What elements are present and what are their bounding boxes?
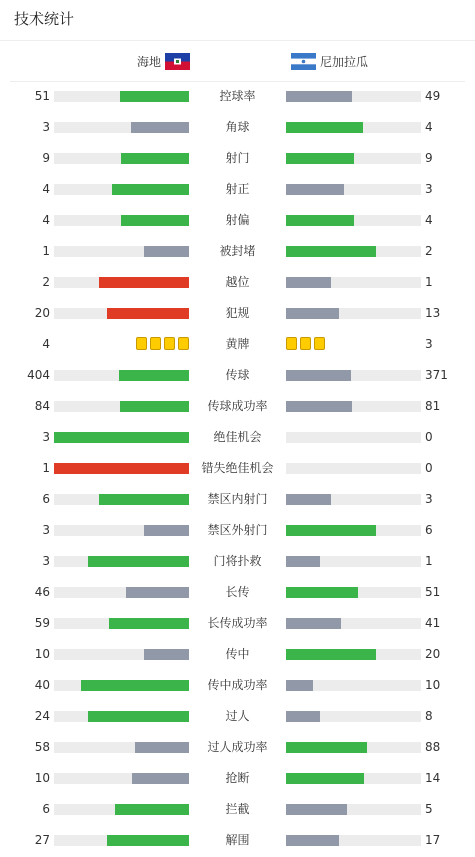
home-bar-track [54,463,189,474]
home-value: 27 [34,833,50,847]
away-bar-track [286,215,421,226]
away-value: 371 [425,368,448,382]
away-bar-fill [286,773,364,784]
away-bar-track [286,680,421,691]
yellow-card-icon [150,337,161,350]
stat-row [0,644,475,664]
stat-row [0,675,475,695]
stat-label: 传中成功率 [207,678,268,692]
stat-label: 拦截 [225,802,250,816]
home-value: 1 [42,461,50,475]
stat-row [0,737,475,757]
stat-label: 解围 [225,833,250,847]
home-bar-fill [88,556,189,567]
home-bar-fill [131,122,189,133]
stat-label: 长传 [225,585,250,599]
away-bar-track [286,711,421,722]
home-bar-track [54,525,189,536]
away-bar-fill [286,804,347,815]
yellow-card-icon [178,337,189,350]
stat-row [0,830,475,850]
home-value: 3 [42,120,50,134]
stat-row [0,458,475,478]
stat-row [0,272,475,292]
away-bar-track [286,401,421,412]
away-bar-fill [286,401,352,412]
home-bar-fill [107,308,189,319]
away-bar-track [286,122,421,133]
away-team-name: 尼加拉瓜 [320,54,369,69]
home-value: 10 [34,771,50,785]
home-bar-track [54,308,189,319]
stat-label: 越位 [225,275,250,289]
away-bar-track [286,587,421,598]
away-value: 4 [425,213,433,227]
page-title: 技术统计 [14,10,75,28]
home-bar-track [54,680,189,691]
away-yellow-cards [286,337,325,351]
home-bar-fill [126,587,189,598]
home-bar-fill [120,91,189,102]
home-value: 404 [27,368,50,382]
home-bar-fill [99,494,189,505]
stat-label: 控球率 [219,89,256,103]
home-bar-track [54,184,189,195]
home-bar-track [54,215,189,226]
stat-label: 传中 [225,647,250,661]
stat-label: 禁区内射门 [207,492,268,506]
away-bar-fill [286,122,363,133]
away-bar-track [286,494,421,505]
away-bar-fill [286,742,367,753]
away-value: 9 [425,151,433,165]
away-bar-fill [286,91,352,102]
away-value: 51 [425,585,441,599]
away-bar-fill [286,153,354,164]
away-bar-track [286,525,421,536]
stat-row [0,241,475,261]
away-bar-track [286,308,421,319]
home-bar-track [54,711,189,722]
yellow-card-icon [286,337,297,350]
away-value: 3 [425,492,433,506]
away-bar-fill [286,618,341,629]
home-value: 3 [42,554,50,568]
away-value: 13 [425,306,441,320]
home-bar-fill [135,742,189,753]
stat-row [0,365,475,385]
away-value: 0 [425,461,433,475]
stat-label: 门将扑救 [213,554,262,568]
home-value: 3 [42,430,50,444]
away-value: 5 [425,802,433,816]
home-value: 9 [42,151,50,165]
stat-label: 射正 [225,182,250,196]
home-value: 4 [42,213,50,227]
away-value: 6 [425,523,433,537]
home-value: 84 [34,399,50,413]
home-bar-fill [112,184,189,195]
home-value: 3 [42,523,50,537]
away-value: 41 [425,616,441,630]
home-value: 40 [34,678,50,692]
home-bar-fill [109,618,189,629]
away-bar-track [286,153,421,164]
away-value: 4 [425,120,433,134]
stat-label: 角球 [225,120,250,134]
stat-row [0,427,475,447]
away-bar-track [286,773,421,784]
home-bar-fill [121,215,189,226]
home-value: 10 [34,647,50,661]
stat-row [0,613,475,633]
stat-row [0,396,475,416]
home-bar-fill [144,525,189,536]
home-bar-track [54,773,189,784]
away-bar-track [286,370,421,381]
home-value: 46 [34,585,50,599]
home-bar-track [54,91,189,102]
yellow-card-icon [136,337,147,350]
stat-row [0,799,475,819]
home-value: 24 [34,709,50,723]
away-value: 17 [425,833,441,847]
away-bar-fill [286,587,358,598]
home-bar-fill [115,804,189,815]
away-bar-track [286,835,421,846]
home-value: 4 [42,337,50,351]
stat-row [0,179,475,199]
home-bar-track [54,494,189,505]
away-bar-track [286,742,421,753]
stat-label: 犯规 [225,306,250,320]
home-bar-track [54,432,189,443]
away-value: 10 [425,678,441,692]
home-bar-fill [144,246,189,257]
stat-row [0,303,475,323]
home-team-name: 海地 [136,54,161,69]
home-value: 6 [42,802,50,816]
home-team[interactable] [137,50,190,72]
stat-row [0,117,475,137]
away-bar-track [286,184,421,195]
stat-row [0,148,475,168]
stat-label: 射门 [225,151,250,165]
stat-row [0,706,475,726]
home-bar-track [54,835,189,846]
away-bar-fill [286,649,376,660]
home-bar-fill [81,680,189,691]
stat-row [0,334,475,354]
stat-row [0,86,475,106]
home-value: 20 [34,306,50,320]
away-bar-fill [286,680,313,691]
home-bar-fill [88,711,189,722]
away-value: 0 [425,430,433,444]
away-value: 20 [425,647,441,661]
away-value: 3 [425,182,433,196]
away-bar-track [286,277,421,288]
home-bar-fill [99,277,189,288]
home-bar-track [54,246,189,257]
stat-label: 禁区外射门 [207,523,268,537]
teams-divider [10,81,465,82]
away-value: 8 [425,709,433,723]
away-bar-track [286,618,421,629]
stat-label: 黄牌 [225,337,250,351]
away-bar-fill [286,215,354,226]
home-bar-track [54,277,189,288]
home-value: 4 [42,182,50,196]
home-value: 1 [42,244,50,258]
home-bar-track [54,587,189,598]
stat-label: 抢断 [225,771,250,785]
away-value: 1 [425,275,433,289]
away-bar-track [286,432,421,443]
yellow-card-icon [314,337,325,350]
away-bar-track [286,804,421,815]
away-bar-track [286,463,421,474]
away-bar-fill [286,494,331,505]
home-yellow-cards [136,337,189,351]
home-bar-fill [107,835,189,846]
nicaragua-flag-icon [291,53,316,70]
home-bar-fill [120,401,189,412]
away-value: 14 [425,771,441,785]
home-bar-fill [119,370,189,381]
home-bar-track [54,401,189,412]
away-bar-fill [286,370,351,381]
home-bar-track [54,370,189,381]
home-bar-fill [132,773,189,784]
home-bar-fill [144,649,189,660]
away-bar-fill [286,184,344,195]
away-bar-fill [286,556,320,567]
home-value: 51 [34,89,50,103]
stat-label: 被封堵 [219,244,256,258]
stat-row [0,768,475,788]
yellow-card-icon [300,337,311,350]
away-value: 49 [425,89,441,103]
away-bar-track [286,246,421,257]
home-bar-fill [54,463,189,474]
home-bar-track [54,153,189,164]
stat-label: 绝佳机会 [213,430,262,444]
home-value: 6 [42,492,50,506]
home-value: 58 [34,740,50,754]
away-value: 1 [425,554,433,568]
away-value: 3 [425,337,433,351]
home-value: 59 [34,616,50,630]
away-bar-track [286,649,421,660]
stat-label: 传球成功率 [207,399,268,413]
away-bar-fill [286,277,331,288]
away-bar-track [286,91,421,102]
home-bar-track [54,804,189,815]
stat-label: 传球 [225,368,250,382]
away-value: 81 [425,399,441,413]
teams-header [0,50,475,72]
away-bar-fill [286,835,339,846]
home-value: 2 [42,275,50,289]
away-bar-fill [286,711,320,722]
stat-row [0,210,475,230]
stat-row [0,520,475,540]
away-team[interactable] [291,50,368,72]
stat-row [0,582,475,602]
away-bar-fill [286,246,376,257]
away-bar-fill [286,308,339,319]
stat-label: 长传成功率 [207,616,268,630]
home-bar-track [54,122,189,133]
away-bar-fill [286,525,376,536]
stat-label: 射偏 [225,213,250,227]
home-bar-track [54,618,189,629]
away-bar-track [286,556,421,567]
haiti-flag-icon [165,53,190,70]
title-divider [0,40,475,41]
home-bar-track [54,649,189,660]
home-bar-track [54,556,189,567]
away-value: 2 [425,244,433,258]
stat-label: 过人成功率 [207,740,268,754]
home-bar-track [54,742,189,753]
stat-label: 过人 [225,709,250,723]
home-bar-fill [54,432,189,443]
away-value: 88 [425,740,441,754]
home-bar-fill [121,153,189,164]
stat-row [0,551,475,571]
yellow-card-icon [164,337,175,350]
stat-row [0,489,475,509]
stat-label: 错失绝佳机会 [201,461,274,475]
